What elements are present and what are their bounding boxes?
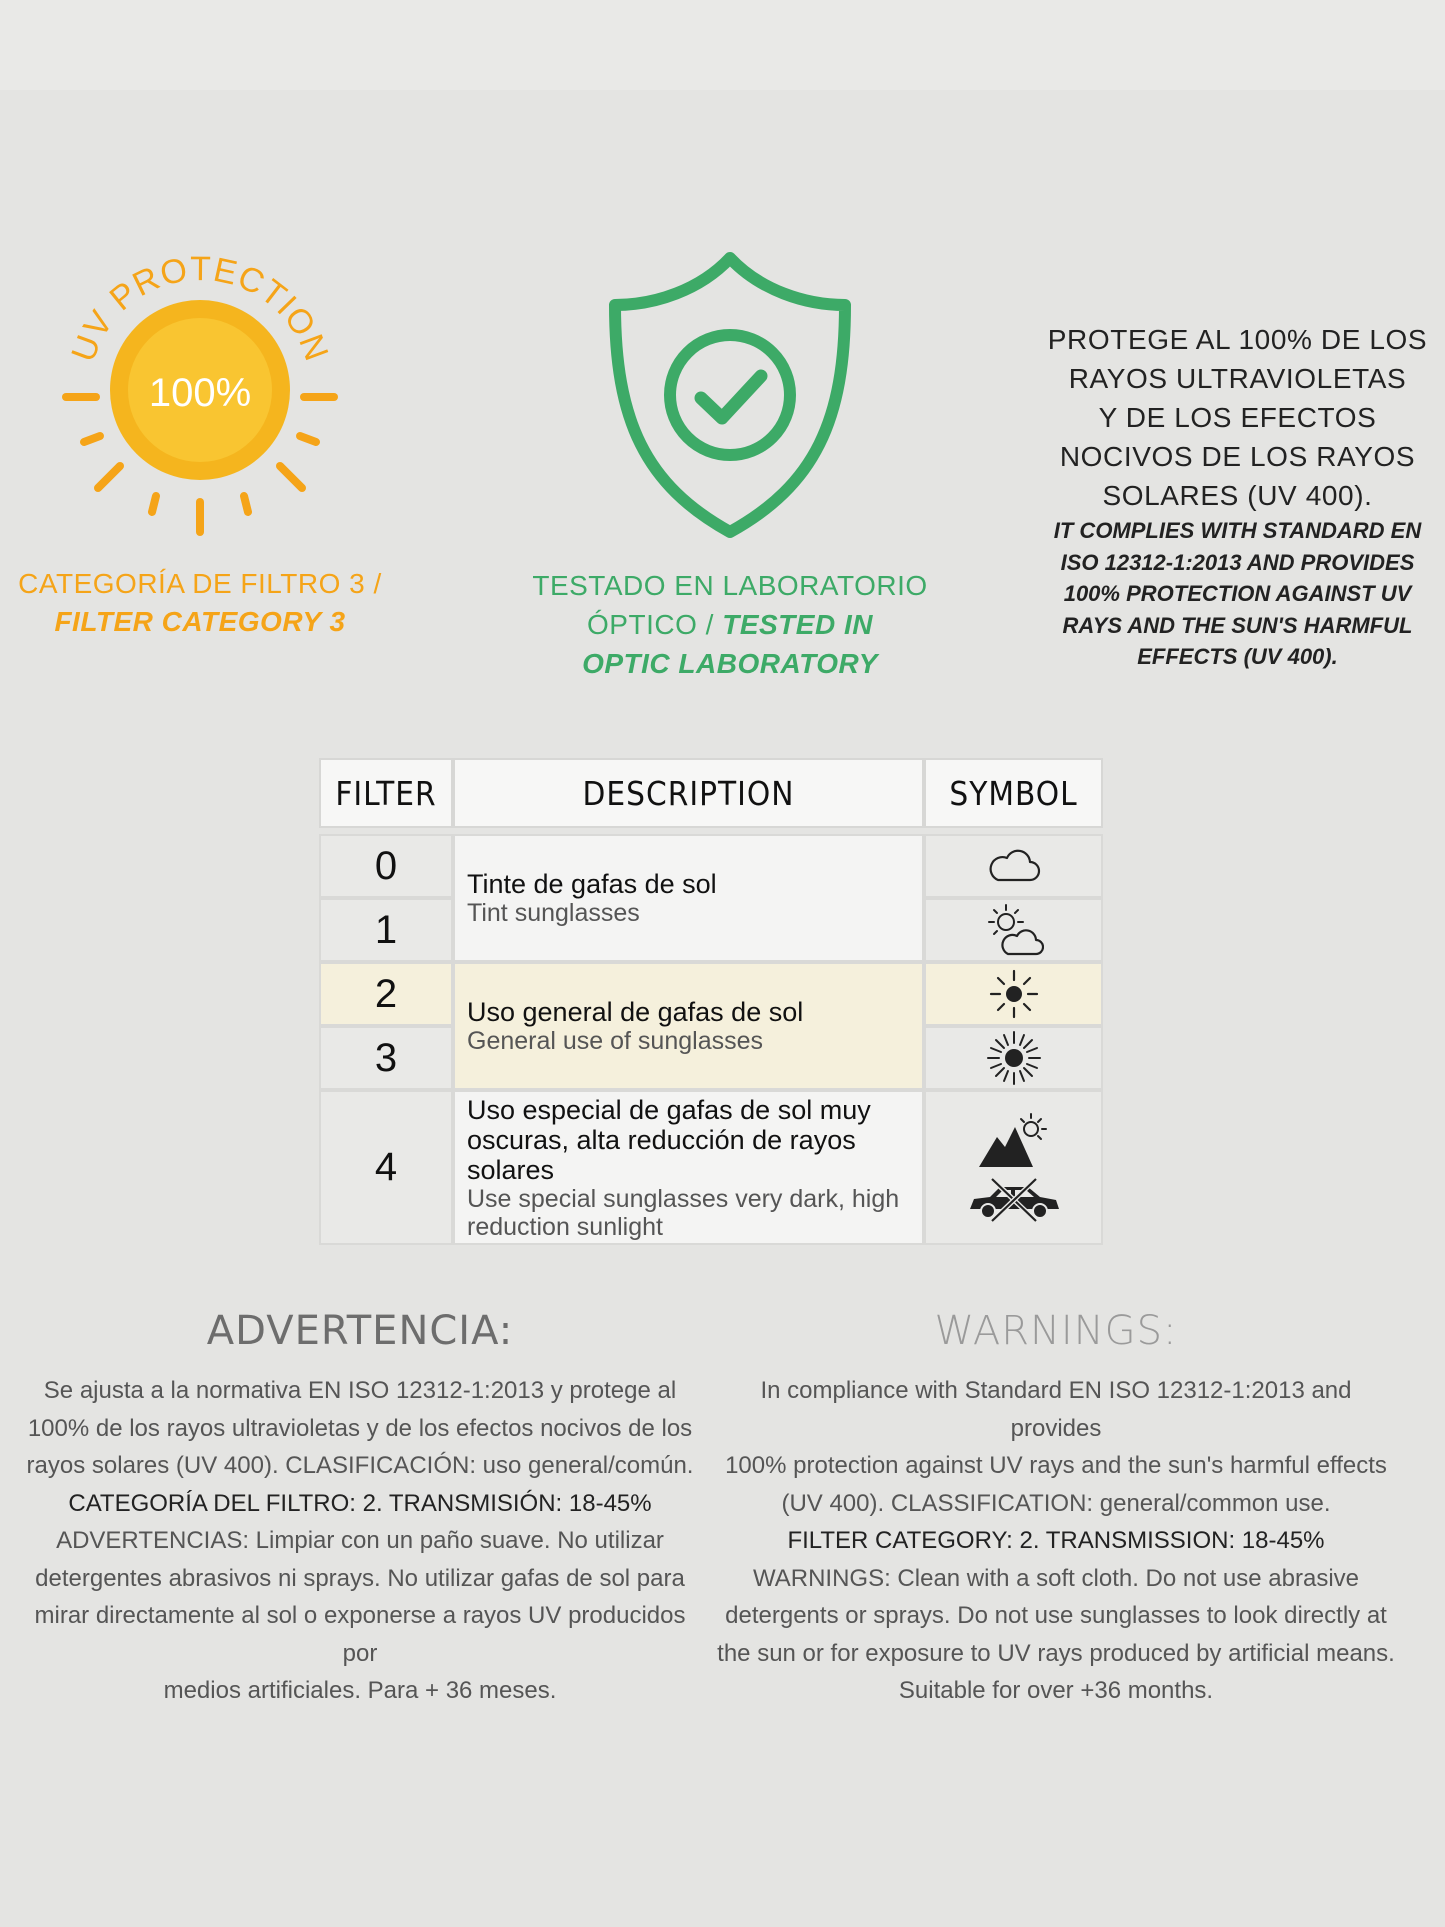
mountain-sun-icon [977, 1111, 1051, 1169]
header-description: DESCRIPTION [453, 758, 924, 828]
lab-caption [520, 566, 940, 683]
sun-icon [50, 240, 350, 540]
description-tint [453, 834, 924, 962]
header-symbol: SYMBOL [924, 758, 1103, 828]
symbol-cell [924, 962, 1103, 1026]
protection-en-line: RAYS AND THE SUN'S HARMFUL [1062, 612, 1413, 638]
uv-percent: 100% [148, 371, 252, 415]
warning-en [716, 1308, 1396, 1710]
lab-caption-line2-es: ÓPTICO / [587, 609, 723, 640]
protection-es-line: Y DE LOS EFECTOS [1098, 402, 1377, 433]
warning-line: ADVERTENCIAS: Limpiar con un paño suave. No utilizar [56, 1527, 664, 1554]
protection-en [1030, 515, 1445, 673]
bright-sun-icon [985, 1030, 1043, 1086]
symbol-cell [924, 834, 1103, 898]
filter-number: 2 [319, 962, 453, 1026]
top-band [0, 0, 1445, 90]
filter-category-caption [0, 565, 400, 641]
warning-es [20, 1308, 700, 1710]
warning-line: rayos solares (UV 400). CLASIFICACIÓN: uso general/común. [26, 1452, 694, 1479]
header-filter: FILTER [319, 758, 453, 828]
protection-en-line: EFFECTS (UV 400). [1137, 644, 1338, 669]
uv-arc-text: UV PROTECTION [64, 249, 336, 367]
protection-en-line: ISO 12312-1:2013 AND PROVIDES [1060, 549, 1415, 575]
warning-es-title: ADVERTENCIA: [206, 1308, 514, 1354]
warning-line: FILTER CATEGORY: 2. TRANSMISSION: 18-45% [787, 1527, 1325, 1554]
warning-line: WARNINGS: Clean with a soft cloth. Do not use abrasive [752, 1564, 1360, 1592]
protection-en-line: 100% PROTECTION AGAINST UV [1063, 581, 1412, 606]
protection-es-line: PROTEGE AL 100% DE LOS [1047, 324, 1428, 355]
warning-line: In compliance with Standard EN ISO 12312-1:2013 and provides [760, 1377, 1352, 1442]
uv-protection-badge [0, 240, 400, 660]
description-es: Uso general de gafas de sol [467, 997, 804, 1027]
warning-line: medios artificiales. Para + 36 meses. [163, 1677, 557, 1704]
warning-line: CATEGORÍA DEL FILTRO: 2. TRANSMISIÓN: 18-45% [68, 1489, 652, 1517]
caption-es: CATEGORÍA DE FILTRO 3 / [18, 568, 382, 599]
warning-line: detergents or sprays. Do not use sunglasses to look directly at [725, 1602, 1387, 1629]
shield-check-icon [605, 250, 855, 540]
warning-line: Suitable for over +36 months. [898, 1677, 1214, 1704]
symbol-cell [924, 1026, 1103, 1090]
protection-es-line: RAYOS ULTRAVIOLETAS [1068, 363, 1407, 394]
protection-es-line: SOLARES (UV 400). [1102, 480, 1373, 511]
sun-cloud-icon [984, 902, 1044, 958]
filter-number: 1 [319, 898, 453, 962]
warning-line: (UV 400). CLASSIFICATION: general/common use. [781, 1489, 1331, 1517]
warning-en-text [716, 1372, 1396, 1710]
description-es: Tinte de gafas de sol [467, 869, 717, 899]
description-es: Uso especial de gafas de sol muy [467, 1094, 871, 1125]
lab-caption-line2-en: TESTED IN [722, 609, 873, 640]
symbol-cell [924, 898, 1103, 962]
filter-number: 4 [319, 1090, 453, 1245]
lab-caption-line2 [520, 605, 940, 644]
protection-es-line: NOCIVOS DE LOS RAYOS [1059, 441, 1416, 472]
symbol-cell [924, 1090, 1103, 1245]
filter-number: 3 [319, 1026, 453, 1090]
filter-table [319, 758, 1103, 1245]
description-en: General use of sunglasses [467, 1027, 764, 1055]
warning-line: 100% protection against UV rays and the sun's harmful effects [725, 1452, 1387, 1479]
warning-line: Se ajusta a la normativa EN ISO 12312-1:2013 y protege al [43, 1377, 677, 1404]
filter-number: 0 [319, 834, 453, 898]
warning-line: the sun or for exposure to UV rays produced by artificial means. [717, 1639, 1395, 1667]
description-en: Tint sunglasses [467, 899, 640, 927]
description-special-use [453, 1090, 924, 1245]
lab-caption-line3: OPTIC LABORATORY [582, 648, 878, 679]
warning-es-text [20, 1372, 700, 1710]
protection-es [1030, 320, 1445, 515]
protection-statement [1030, 320, 1445, 673]
lab-caption-line1: TESTADO EN LABORATORIO [532, 570, 928, 601]
no-driving-car-icon [964, 1175, 1064, 1225]
cloud-icon [986, 846, 1042, 886]
warning-line: mirar directamente al sol o exponerse a rayos UV producidos por [34, 1602, 686, 1667]
description-en: Use special sunglasses very dark, high [467, 1184, 900, 1213]
sun-icon [986, 968, 1042, 1020]
warning-en-title: WARNINGS: [934, 1308, 1178, 1354]
description-es: oscuras, alta reducción de rayos solares [467, 1124, 856, 1185]
description-general-use [453, 962, 924, 1090]
description-en: reduction sunlight [467, 1212, 663, 1241]
warning-line: 100% de los rayos ultravioletas y de los efectos nocivos de los [27, 1414, 693, 1442]
protection-en-line: IT COMPLIES WITH STANDARD EN [1053, 518, 1422, 543]
caption-en: FILTER CATEGORY 3 [54, 606, 346, 637]
warning-line: detergentes abrasivos ni sprays. No utilizar gafas de sol para [35, 1564, 685, 1592]
lab-tested-badge [520, 250, 940, 690]
